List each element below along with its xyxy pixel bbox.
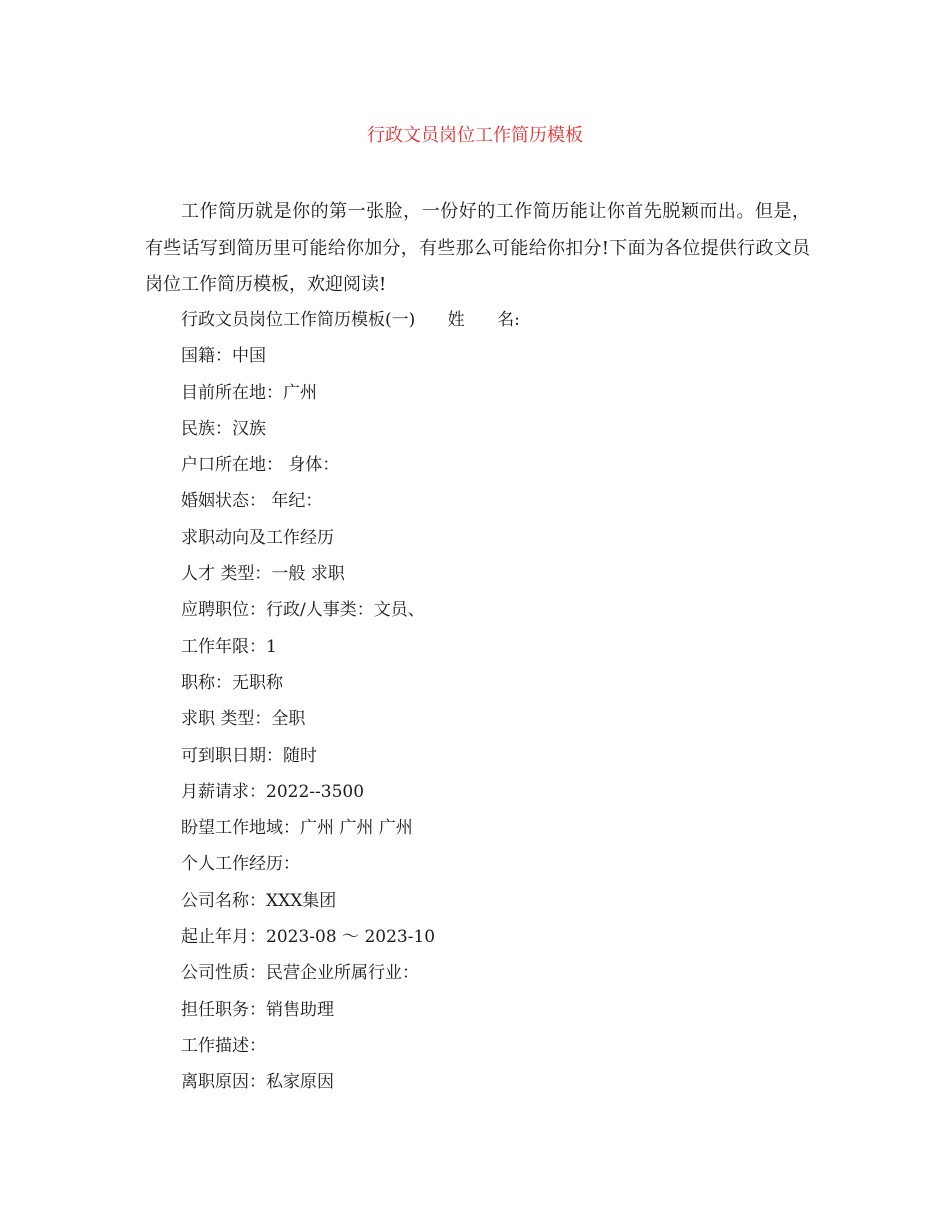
resume-line: 民族：汉族 (181, 418, 266, 439)
resume-line: 月薪请求：2022--3500 (181, 781, 365, 802)
resume-line: 人才 类型：一般 求职 (181, 564, 345, 585)
resume-line: 国籍：中国 (181, 346, 266, 367)
resume-line: 起止年月：2023-08 ～ 2023-10 (181, 927, 436, 948)
resume-line: 盼望工作地域：广州 广州 广州 (181, 818, 413, 839)
resume-line: 工作描述： (181, 1035, 266, 1056)
intro-paragraph: 工作简历就是你的第一张脸，一份好的工作简历能让你首先脱颖而出。但是，有些话写到简历里可能给你加分，有些那么可能给你扣分!下面为各位提供行政文员岗位工作简历模板，欢迎阅读! (145, 201, 810, 295)
resume-lines (181, 302, 520, 1101)
resume-line: 公司名称：XXX集团 (181, 890, 337, 911)
resume-line: 求职动向及工作经历 (181, 527, 334, 548)
resume-line: 个人工作经历： (181, 854, 300, 875)
resume-line: 担任职务：销售助理 (181, 999, 334, 1020)
resume-line: 户口所在地： 身体： (181, 455, 340, 476)
resume-line: 工作年限：1 (181, 636, 277, 657)
resume-line: 可到职日期：随时 (181, 745, 317, 766)
resume-line: 离职原因：私家原因 (181, 1072, 334, 1093)
resume-line: 行政文员岗位工作简历模板(一) 姓 名: (181, 310, 520, 330)
resume-line: 求职 类型：全职 (181, 709, 306, 730)
resume-line: 应聘职位：行政/人事类：文员、 (181, 600, 425, 621)
document-title: 行政文员岗位工作简历模板 (367, 125, 583, 146)
resume-line: 职称：无职称 (181, 672, 283, 693)
resume-line: 婚姻状态： 年纪： (181, 491, 323, 512)
resume-line: 目前所在地：广州 (181, 382, 317, 403)
resume-line: 公司性质：民营企业所属行业： (181, 963, 419, 984)
